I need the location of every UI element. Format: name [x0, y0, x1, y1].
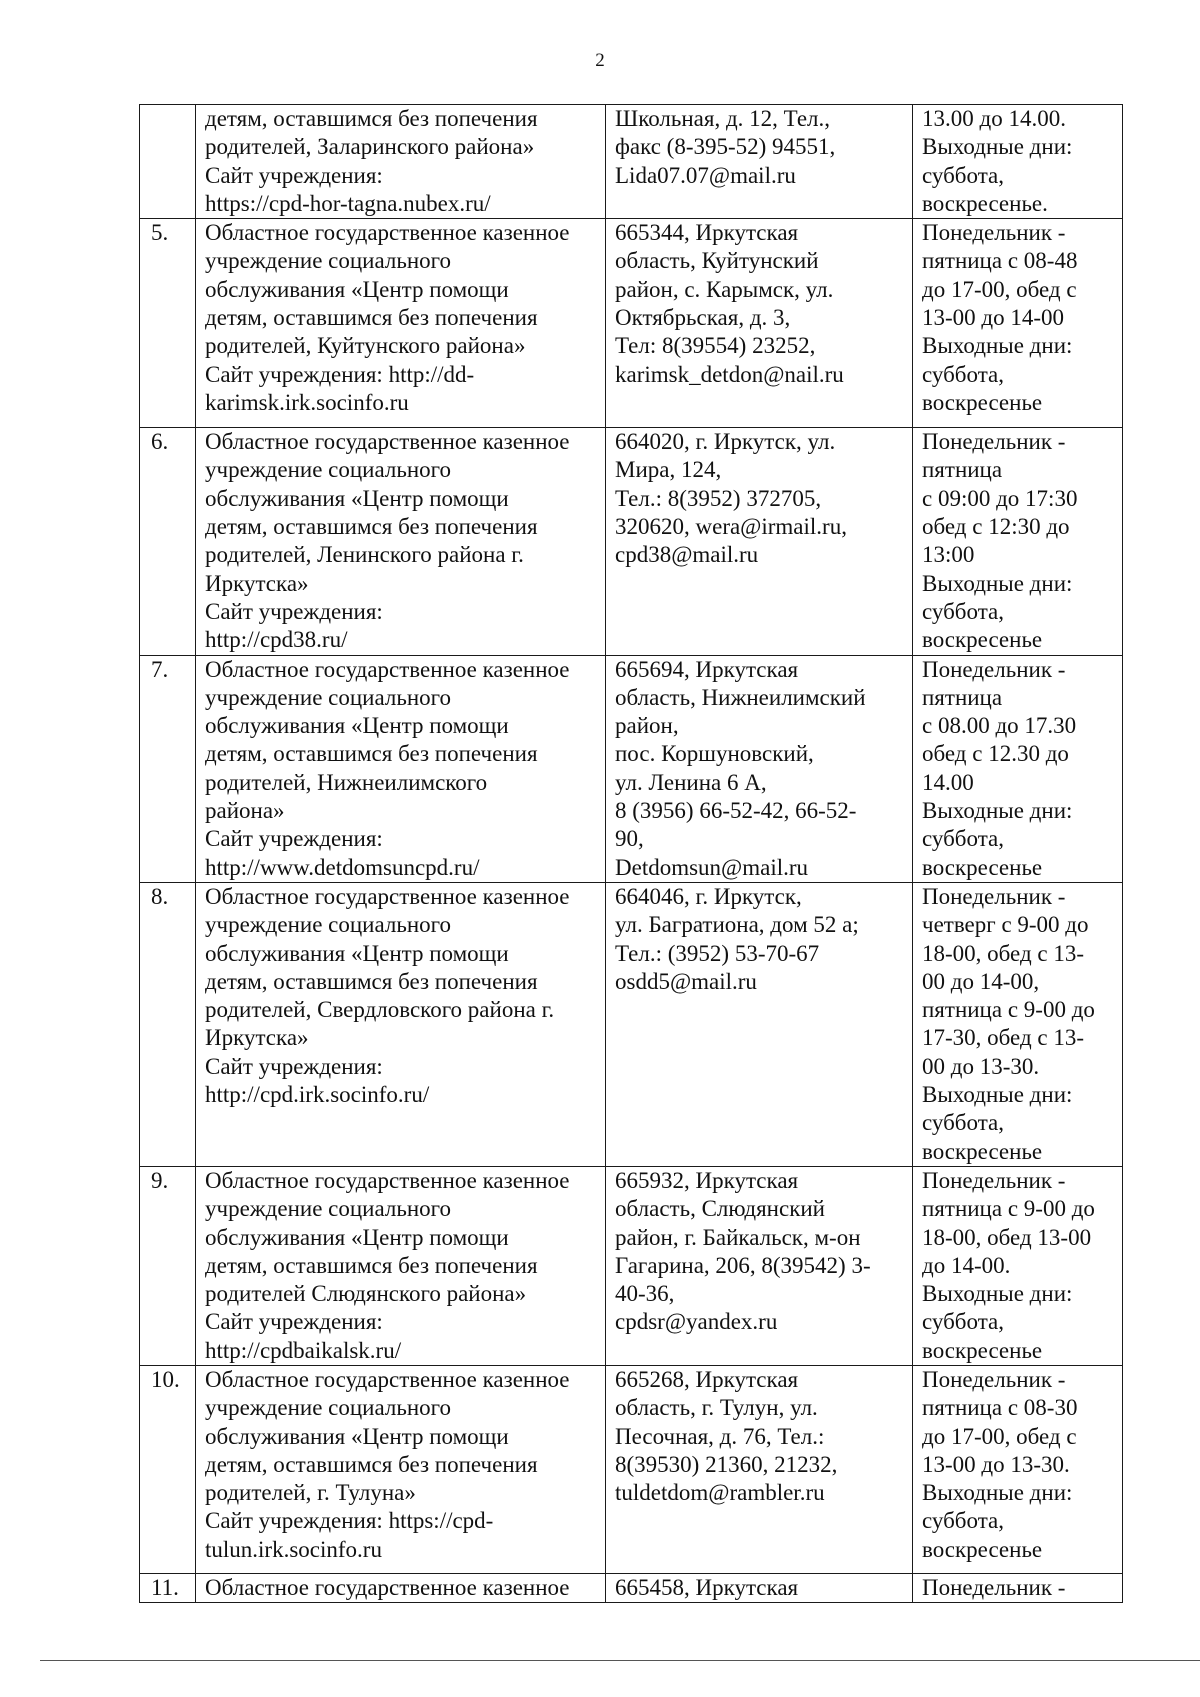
working-hours-cell: [913, 1166, 1123, 1365]
address-line: 664046, г. Иркутск,: [615, 883, 802, 909]
address-line: Тел.: (3952) 53-70-67: [615, 940, 820, 966]
table-row: [140, 1365, 1123, 1573]
institution-name-line: karimsk.irk.socinfo.ru: [205, 389, 409, 415]
working-hours-line: 18-00, обед с 13-: [922, 940, 1085, 966]
address-line: 8(39530) 21360, 21232,: [615, 1451, 838, 1477]
address-line: Тел.: 8(3952) 372705,: [615, 485, 822, 511]
institution-name-cell: [196, 1166, 606, 1365]
institution-name-line: Областное государственное казенное: [205, 1167, 570, 1193]
institution-name-line: Областное государственное казенное: [205, 1366, 570, 1392]
address-line: область, Куйтунский: [615, 248, 819, 274]
institution-name-line: Сайт учреждения:: [205, 1309, 383, 1335]
institution-name-line: tulun.irk.socinfo.ru: [205, 1536, 382, 1562]
institution-name-line: учреждение социального: [205, 457, 452, 483]
working-hours-line: Выходные дни:: [922, 1480, 1073, 1506]
institution-name-line: учреждение социального: [205, 684, 452, 710]
working-hours-line: Выходные дни:: [922, 333, 1073, 359]
working-hours-line: Выходные дни:: [922, 1281, 1073, 1307]
working-hours-line: 13.00 до 14.00.: [922, 106, 1066, 131]
working-hours-line: суббота,: [922, 598, 1004, 624]
institution-name-cell: [196, 882, 606, 1166]
working-hours-line: суббота,: [922, 1508, 1004, 1534]
address-line: Мира, 124,: [615, 457, 722, 483]
working-hours-line: с 08.00 до 17.30: [922, 713, 1077, 739]
working-hours-line: Понедельник -: [922, 220, 1066, 246]
working-hours-line: пятница с 08-30: [922, 1395, 1078, 1421]
address-line: пос. Коршуновский,: [615, 741, 814, 767]
institution-name-line: детям, оставшимся без попечения: [205, 968, 538, 994]
institution-name-line: Иркутска»: [205, 1025, 309, 1051]
working-hours-cell: [913, 1365, 1123, 1573]
working-hours-line: до 17-00, обед с: [922, 1423, 1077, 1449]
working-hours-line: Понедельник -: [922, 656, 1066, 682]
institution-name-line: Сайт учреждения:: [205, 1053, 383, 1079]
institution-name-cell: [196, 219, 606, 428]
working-hours-line: воскресенье: [922, 627, 1043, 653]
institution-name-line: родителей, Куйтунского района»: [205, 333, 526, 359]
address-line: 665344, Иркутская: [615, 220, 799, 246]
address-cell: [606, 655, 913, 882]
institution-name-line: обслуживания «Центр помощи: [205, 485, 509, 511]
working-hours-line: пятница: [922, 684, 1003, 710]
working-hours-cell: [913, 655, 1123, 882]
working-hours-line: 00 до 14-00,: [922, 968, 1040, 994]
address-line: Гагарина, 206, 8(39542) 3-: [615, 1252, 871, 1278]
institution-name-line: обслуживания «Центр помощи: [205, 1423, 509, 1449]
institution-name-line: https://cpd-hor-tagna.nubex.ru/: [205, 190, 491, 216]
address-line: область, Нижнеилимский: [615, 684, 866, 710]
working-hours-line: суббота,: [922, 361, 1004, 387]
working-hours-line: 13-00 до 14-00: [922, 305, 1065, 331]
address-line: Песочная, д. 76, Тел.:: [615, 1423, 825, 1449]
institution-name-line: http://www.detdomsuncpd.ru/: [205, 854, 480, 880]
row-number: 10.: [151, 1366, 180, 1392]
working-hours-line: 18-00, обед 13-00: [922, 1224, 1092, 1250]
address-line: Школьная, д. 12, Тел.,: [615, 106, 831, 131]
working-hours-cell: [913, 882, 1123, 1166]
address-line: ул. Багратиона, дом 52 а;: [615, 912, 859, 938]
institution-name-line: Областное государственное казенное: [205, 656, 570, 682]
table-row: [140, 105, 1123, 219]
address-cell: [606, 105, 913, 219]
working-hours-line: до 17-00, обед с: [922, 276, 1077, 302]
table-row: [140, 219, 1123, 428]
working-hours-line: пятница с 9-00 до: [922, 997, 1095, 1023]
working-hours-line: обед с 12.30 до: [922, 741, 1069, 767]
working-hours-line: Выходные дни:: [922, 134, 1073, 160]
institution-name-line: http://cpd.irk.socinfo.ru/: [205, 1082, 430, 1108]
working-hours-line: 14.00: [922, 769, 974, 795]
institution-name-line: детям, оставшимся без попечения: [205, 1451, 538, 1477]
row-number: 8.: [151, 883, 169, 909]
address-line: cpd38@mail.ru: [615, 542, 759, 568]
institution-name-cell: [196, 1365, 606, 1573]
institution-name-line: родителей, Ленинского района г.: [205, 542, 524, 568]
institution-name-line: родителей, г. Тулуна»: [205, 1480, 416, 1506]
page-bottom-rule: [40, 1660, 1200, 1661]
row-number-cell: [140, 882, 196, 1166]
institution-name-line: родителей, Свердловского района г.: [205, 997, 555, 1023]
row-number-cell: [140, 105, 196, 219]
address-line: 665932, Иркутская: [615, 1167, 799, 1193]
institution-name-line: обслуживания «Центр помощи: [205, 713, 509, 739]
address-line: район,: [615, 713, 679, 739]
working-hours-cell: [913, 219, 1123, 428]
table-row: [140, 428, 1123, 655]
address-line: tuldetdom@rambler.ru: [615, 1480, 825, 1506]
working-hours-line: пятница с 9-00 до: [922, 1196, 1095, 1222]
working-hours-line: Понедельник -: [922, 429, 1066, 455]
table-row: [140, 882, 1123, 1166]
working-hours-cell: [913, 1573, 1123, 1602]
row-number: 6.: [151, 429, 169, 455]
working-hours-line: Выходные дни:: [922, 798, 1073, 824]
working-hours-cell: [913, 428, 1123, 655]
working-hours-line: 00 до 13-30.: [922, 1053, 1040, 1079]
address-line: 664020, г. Иркутск, ул.: [615, 429, 836, 455]
address-cell: [606, 1166, 913, 1365]
table-row: [140, 655, 1123, 882]
institution-name-line: учреждение социального: [205, 248, 452, 274]
institution-name-line: родителей, Нижнеилимского: [205, 769, 488, 795]
working-hours-line: суббота,: [922, 1309, 1004, 1335]
institution-name-cell: [196, 105, 606, 219]
address-line: 90,: [615, 826, 644, 852]
institution-name-line: района»: [205, 798, 285, 824]
address-line: 8 (3956) 66-52-42, 66-52-: [615, 798, 857, 824]
working-hours-line: четверг с 9-00 до: [922, 912, 1089, 938]
working-hours-line: обед с 12:30 до: [922, 514, 1070, 540]
institution-name-line: детям, оставшимся без попечения: [205, 514, 538, 540]
address-cell: [606, 428, 913, 655]
row-number: 5.: [151, 220, 169, 246]
working-hours-line: 13:00: [922, 542, 975, 568]
address-line: район, с. Карымск, ул.: [615, 276, 834, 302]
working-hours-line: 13-00 до 13-30.: [922, 1451, 1070, 1477]
institution-name-line: Областное государственное казенное: [205, 883, 570, 909]
address-line: район, г. Байкальск, м-он: [615, 1224, 861, 1250]
working-hours-line: суббота,: [922, 1110, 1004, 1136]
working-hours-line: воскресенье: [922, 1138, 1043, 1164]
working-hours-line: Понедельник -: [922, 1366, 1066, 1392]
address-line: cpdsr@yandex.ru: [615, 1309, 778, 1335]
institution-name-line: Сайт учреждения: http://dd-: [205, 361, 475, 387]
institution-name-line: Иркутска»: [205, 570, 309, 596]
institution-name-line: Областное государственное казенное: [205, 1574, 570, 1600]
address-line: Detdomsun@mail.ru: [615, 854, 809, 880]
address-line: Октябрьская, д. 3,: [615, 305, 791, 331]
row-number-cell: [140, 1573, 196, 1602]
institution-name-line: обслуживания «Центр помощи: [205, 276, 509, 302]
working-hours-line: Выходные дни:: [922, 1082, 1073, 1108]
institution-name-line: родителей Слюдянского района»: [205, 1281, 527, 1307]
address-line: 40-36,: [615, 1281, 675, 1307]
table-row: [140, 1573, 1123, 1602]
working-hours-cell: [913, 105, 1123, 219]
row-number: 11.: [151, 1574, 179, 1600]
institution-name-line: обслуживания «Центр помощи: [205, 940, 509, 966]
address-cell: [606, 882, 913, 1166]
institution-name-line: Сайт учреждения:: [205, 598, 383, 624]
working-hours-line: воскресенье: [922, 1536, 1043, 1562]
institution-name-cell: [196, 428, 606, 655]
row-number-cell: [140, 428, 196, 655]
address-cell: [606, 219, 913, 428]
institution-name-line: учреждение социального: [205, 912, 452, 938]
address-line: Тел: 8(39554) 23252,: [615, 333, 816, 359]
row-number-cell: [140, 655, 196, 882]
working-hours-line: воскресенье.: [922, 190, 1048, 216]
working-hours-line: суббота,: [922, 826, 1004, 852]
working-hours-line: Понедельник -: [922, 1167, 1066, 1193]
row-number-cell: [140, 1166, 196, 1365]
address-line: karimsk_detdon@nail.ru: [615, 361, 844, 387]
institution-name-line: Сайт учреждения:: [205, 826, 383, 852]
institutions-table: [139, 104, 1123, 1603]
address-line: 665458, Иркутская: [615, 1574, 799, 1600]
working-hours-line: Понедельник -: [922, 883, 1066, 909]
working-hours-line: с 09:00 до 17:30: [922, 485, 1078, 511]
working-hours-line: воскресенье: [922, 1337, 1043, 1363]
working-hours-line: Понедельник -: [922, 1574, 1066, 1600]
working-hours-line: воскресенье: [922, 389, 1043, 415]
institution-name-line: учреждение социального: [205, 1395, 452, 1421]
institution-name-line: Областное государственное казенное: [205, 220, 570, 246]
institution-name-line: обслуживания «Центр помощи: [205, 1224, 509, 1250]
institution-name-line: Сайт учреждения: https://cpd-: [205, 1508, 494, 1534]
address-line: область, Слюдянский: [615, 1196, 825, 1222]
working-hours-line: суббота,: [922, 162, 1004, 188]
row-number: 9.: [151, 1167, 169, 1193]
address-cell: [606, 1573, 913, 1602]
institution-name-line: детям, оставшимся без попечения: [205, 305, 538, 331]
working-hours-line: воскресенье: [922, 854, 1043, 880]
address-line: область, г. Тулун, ул.: [615, 1395, 818, 1421]
institution-name-line: Областное государственное казенное: [205, 429, 570, 455]
institution-name-line: детям, оставшимся без попечения: [205, 106, 538, 131]
institution-name-line: Сайт учреждения:: [205, 162, 383, 188]
table-row: [140, 1166, 1123, 1365]
institution-name-line: учреждение социального: [205, 1196, 452, 1222]
address-line: 665694, Иркутская: [615, 656, 799, 682]
working-hours-line: пятница с 08-48: [922, 248, 1078, 274]
working-hours-line: 17-30, обед с 13-: [922, 1025, 1085, 1051]
institution-name-line: http://cpd38.ru/: [205, 627, 348, 653]
working-hours-line: Выходные дни:: [922, 570, 1073, 596]
address-line: Lida07.07@mail.ru: [615, 162, 796, 188]
address-line: osdd5@mail.ru: [615, 968, 757, 994]
institution-name-line: родителей, Заларинского района»: [205, 134, 535, 160]
working-hours-line: до 14-00.: [922, 1252, 1011, 1278]
institution-name-line: детям, оставшимся без попечения: [205, 1252, 538, 1278]
row-number: 7.: [151, 656, 169, 682]
page-number: 2: [595, 50, 605, 71]
address-line: факс (8-395-52) 94551,: [615, 134, 836, 160]
address-line: 320620, wera@irmail.ru,: [615, 514, 847, 540]
institution-name-cell: [196, 655, 606, 882]
row-number-cell: [140, 219, 196, 428]
institution-name-cell: [196, 1573, 606, 1602]
working-hours-line: пятница: [922, 457, 1003, 483]
address-line: ул. Ленина 6 А,: [615, 769, 767, 795]
institution-name-line: http://cpdbaikalsk.ru/: [205, 1337, 402, 1363]
row-number: [151, 105, 195, 133]
row-number-cell: [140, 1365, 196, 1573]
institution-name-line: детям, оставшимся без попечения: [205, 741, 538, 767]
address-cell: [606, 1365, 913, 1573]
address-line: 665268, Иркутская: [615, 1366, 799, 1392]
